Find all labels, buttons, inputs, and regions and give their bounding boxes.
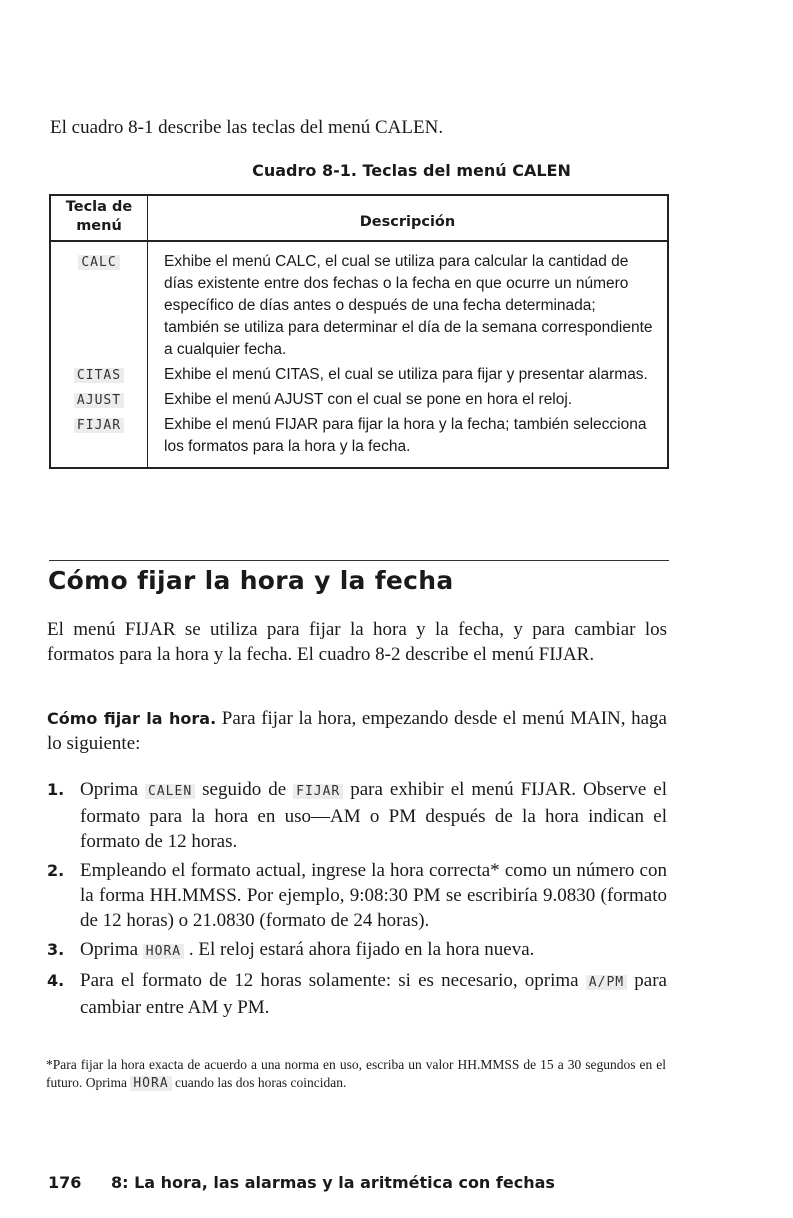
step-number: 3. [47,940,65,959]
step-text: para exhibir el menú FIJAR. Observe el formato para la hora en uso—AM o PM después de la hora indican el formato de 12 horas. [80,779,667,852]
chapter-title: 8: La hora, las alarmas y la aritmética con fechas [110,1173,555,1192]
page-number: 176 [48,1173,82,1192]
list-item [47,968,667,1020]
menu-key-ajust [50,389,148,414]
key-label: FIJAR [74,418,124,433]
header-key-line1: Tecla de [65,199,133,215]
step-number: 1. [47,780,65,799]
table-row [50,414,668,468]
step-text: seguido de [195,779,294,800]
table-row [50,364,668,389]
paragraph-1: El menú FIJAR se utiliza para fijar la hora y la fecha, y para cambiar los formatos para la hora y la fecha. El cuadro 8-2 describe el menú FIJAR. [47,619,667,665]
table-header-row [50,195,668,241]
key-description: Exhibe el menú AJUST con el cual se pone en hora el reloj. [164,391,573,408]
menu-keys-table [49,194,669,469]
step-text: Oprima [80,779,146,800]
key-label: CITAS [74,368,124,383]
key-description: Exhibe el menú CITAS, el cual se utiliza para fijar y presentar alarmas. [164,366,648,383]
key-label: AJUST [74,393,124,408]
section-divider [49,560,669,561]
hora-key: HORA [143,944,184,959]
step-text: Empleando el formato actual, ingrese la hora correcta* como un número con la forma HH.MMSS. Por ejemplo, 9:08:30 PM se escribiría 9.0830 (formato de 12 horas) o 21.0830 (formato de 24 horas). [80,860,667,931]
steps-list [47,777,667,1024]
step-text: . El reloj estará ahora fijado en la hora nueva. [184,939,535,960]
menu-key-citas [50,364,148,389]
header-key-line2: menú [76,218,122,234]
footnote-text: cuando las dos horas coincidan. [171,1075,347,1090]
table-caption: Cuadro 8-1. Teclas del menú CALEN [252,161,571,180]
footnote [46,1056,666,1093]
paragraph-2 [47,706,667,756]
table-row [50,389,668,414]
header-key [50,195,148,241]
intro-text: El cuadro 8-1 describe las teclas del menú CALEN. [50,117,444,138]
step-text: Para el formato de 12 horas solamente: si es necesario, oprima [80,970,586,991]
ampm-key: A/PM [586,975,627,990]
step-number: 2. [47,861,65,880]
table-row [50,241,668,364]
page-footer [48,1173,555,1192]
paragraph-2-text: Para fijar la hora, empezando desde el menú MAIN, haga lo siguiente: [47,708,667,754]
footnote-text: *Para fijar la hora exacta de acuerdo a una norma en uso, escriba un valor HH.MMSS de 15 a 30 segundos en el futuro. Oprima [46,1057,666,1090]
step-number: 4. [47,971,65,990]
calen-key: CALEN [145,784,195,799]
section-title: Cómo fijar la hora y la fecha [48,566,454,595]
list-item [47,858,667,933]
menu-key-calc [50,241,148,364]
header-description: Descripción [148,195,669,241]
step-text: Oprima [80,939,143,960]
key-description: Exhibe el menú CALC, el cual se utiliza para calcular la cantidad de días existente entre dos fechas o la fecha en que ocurre un número específico de días antes o después de una fecha determinada; también se utiliza para determinar el día de la semana correspondiente a cualquier fecha. [164,253,653,358]
menu-key-fijar [50,414,148,468]
list-item [47,937,667,964]
key-label: CALC [78,255,119,270]
runin-heading: Cómo fijar la hora. [47,709,217,728]
step-text: para cambiar entre AM y PM. [80,970,667,1018]
list-item [47,777,667,854]
fijar-key: FIJAR [293,784,343,799]
hora-key: HORA [130,1076,171,1091]
key-description: Exhibe el menú FIJAR para fijar la hora y la fecha; también selecciona los formatos para la hora y la fecha. [164,416,647,455]
